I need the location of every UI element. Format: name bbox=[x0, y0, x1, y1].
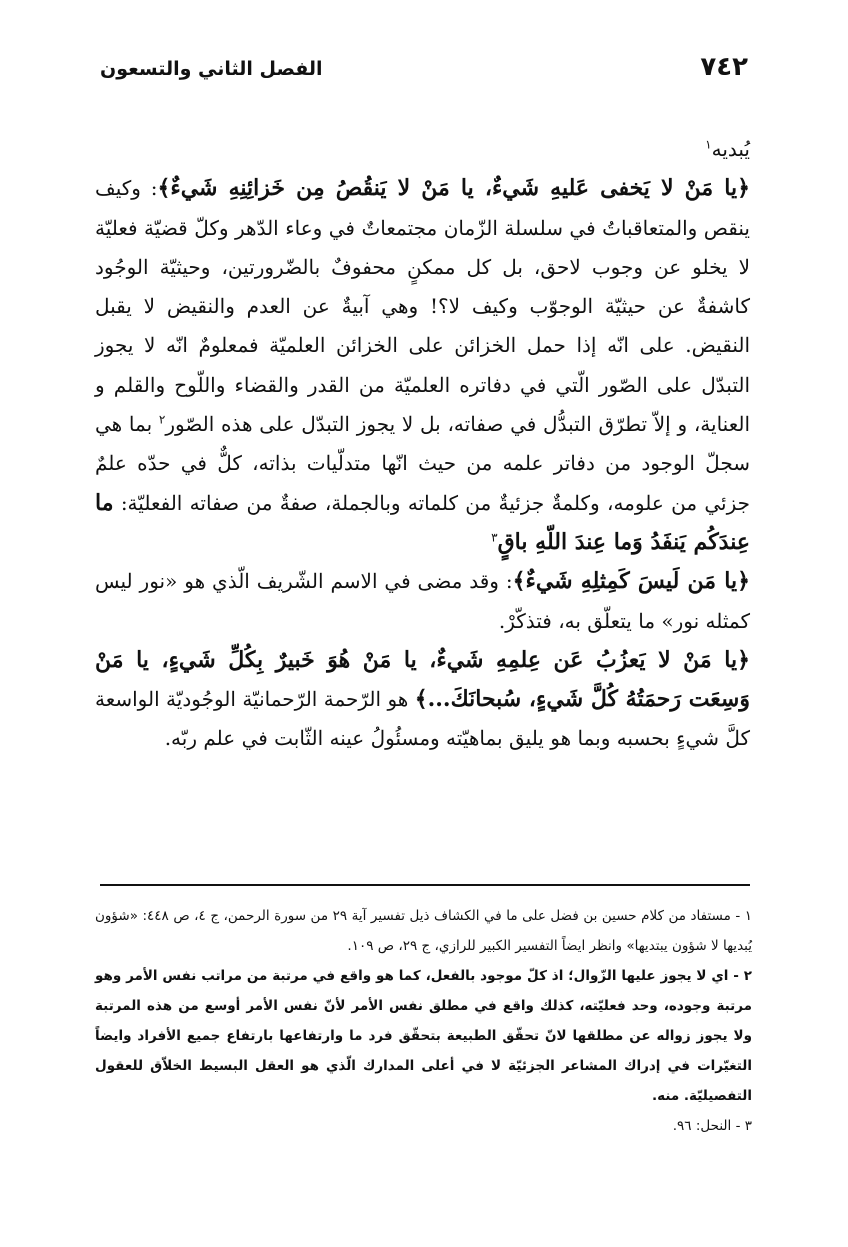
footnote-divider bbox=[100, 884, 750, 886]
footnote-ref-1: ١ bbox=[705, 137, 712, 152]
paragraph-1-text: يُبديه bbox=[711, 137, 750, 161]
quran-quote-inline: ما عِندَكُم يَنفَدُ وَما عِندَ اللّهِ باقٍ bbox=[95, 489, 750, 555]
page-header bbox=[100, 52, 748, 92]
main-text bbox=[95, 130, 750, 759]
chapter-title: الفصل الثاني والتسعون bbox=[100, 58, 323, 80]
paragraph-2-text: : وكيف ينقص والمتعاقباتُ في سلسلة الزّمان مجتمعاتٌ في وعاء الدّهر وكلّ قضيّة فعليّة لا يخلو عن وجوب لاحق، بل كل ممكنٍ محفوفٌ بالضّرورتين، وحيثيّة الوجُود كاشفةٌ عن حيثيّة الوجوّب وكيف لا؟! وهي آبيةٌ عن العدم والنقيض لا يقبل النقيض. على انّه إذا حمل الخزائن على الخزائن العلميّة فمعلومٌ انّه لا يجوز التبدّل على الصّور الّتي في دفاتره العلميّة من القدر والقضاء واللّوح والقلم و العناية، و إلاّ تطرّق التبدُّل في صفاته، بل لا يجوز التبدّل على هذه الصّور bbox=[95, 176, 751, 437]
page-number: ٧٤٢ bbox=[700, 52, 748, 82]
footnotes bbox=[95, 901, 752, 1141]
paragraph-2 bbox=[95, 169, 750, 562]
paragraph-3-text: : وقد مضى في الاسم الشّريف الّذي هو «نور ليس كمثله نور» ما يتعلّق به، فتذكّرْ. bbox=[95, 569, 750, 633]
paragraph-1 bbox=[95, 130, 750, 169]
footnote-3: ٣ - النحل: ٩٦. bbox=[672, 1118, 752, 1134]
footnote-ref-3: ٣ bbox=[491, 530, 498, 545]
footnote-1: ١ - مستفاد من كلام حسين بن فضل على ما في الكشاف ذيل تفسير آية ٢٩ من سورة الرحمن، ج ٤، ص ٤٤٨: «شؤون يُبديها لا شؤون يبتديها» وانظر ايضاً التفسير الكبير للرازي، ج ٢٩، ص ١٠٩. bbox=[95, 908, 752, 954]
quran-quote: ﴿يا مَنْ لا يَخفى عَليهِ شَيءٌ، يا مَنْ لا يَنقُصُ مِن خَزائِنِهِ شَيءٌ﴾ bbox=[157, 175, 751, 202]
quran-quote: ﴿يا مَن لَيسَ كَمِثلِهِ شَيءٌ﴾ bbox=[512, 568, 750, 595]
footnote-ref-2: ٢ bbox=[158, 412, 166, 427]
paragraph-4 bbox=[95, 641, 750, 759]
paragraph-4-text: هو الرّحمة الرّحمانيّة الوجُوديّة الواسعة كلَّ شيءٍ بحسبه وبما هو يليق بماهيّته ومسئُولُ عينه الثّابت في علم ربّه. bbox=[95, 687, 750, 751]
quran-quote: ﴿يا مَنْ لا يَعزُبُ عَن عِلمِهِ شَيءٌ، يا مَنْ هُوَ خَبيرٌ بِكُلِّ شَيءٍ، يا مَنْ وَسِعَت رَحمَتُهُ كُلَّ شَيءٍ، سُبحانَكَ...﴾ bbox=[95, 646, 750, 713]
paragraph-2-text-cont: بما هي سجلّ الوجود من دفاتر علمه من حيث انّها متدلّيات بذاته، كلٌّ في حدّه علمٌ جزئي من علومه، وكلمةٌ جزئيةٌ من كلماته وبالجملة، صفةٌ من صفاته الفعليّة: bbox=[95, 412, 750, 515]
footnote-2: ٢ - اي لا يجوز عليها الزّوال؛ اذ كلّ موجود بالفعل، كما هو واقع في مرتبة من مراتب نفس الأمر وهو مرتبة وجوده، وحد فعليّته، كذلك واقع في مطلق نفس الأمر لأنّ نفس الأمر أوسع من هذه المرتبة ولا يجوز زواله عن مطلقها لانّ تحقّق الطبيعة بتحقّق فرد ما وارتفاعها بارتفاع جميع الأفراد وايضاً التغيّرات في إدراك المشاعر الجزئيّة لا في أعلى المدارك الّذي هو العقل البسيط الخلاّق للعقول التفصيليّة. منه. bbox=[95, 968, 752, 1104]
paragraph-3 bbox=[95, 562, 750, 641]
